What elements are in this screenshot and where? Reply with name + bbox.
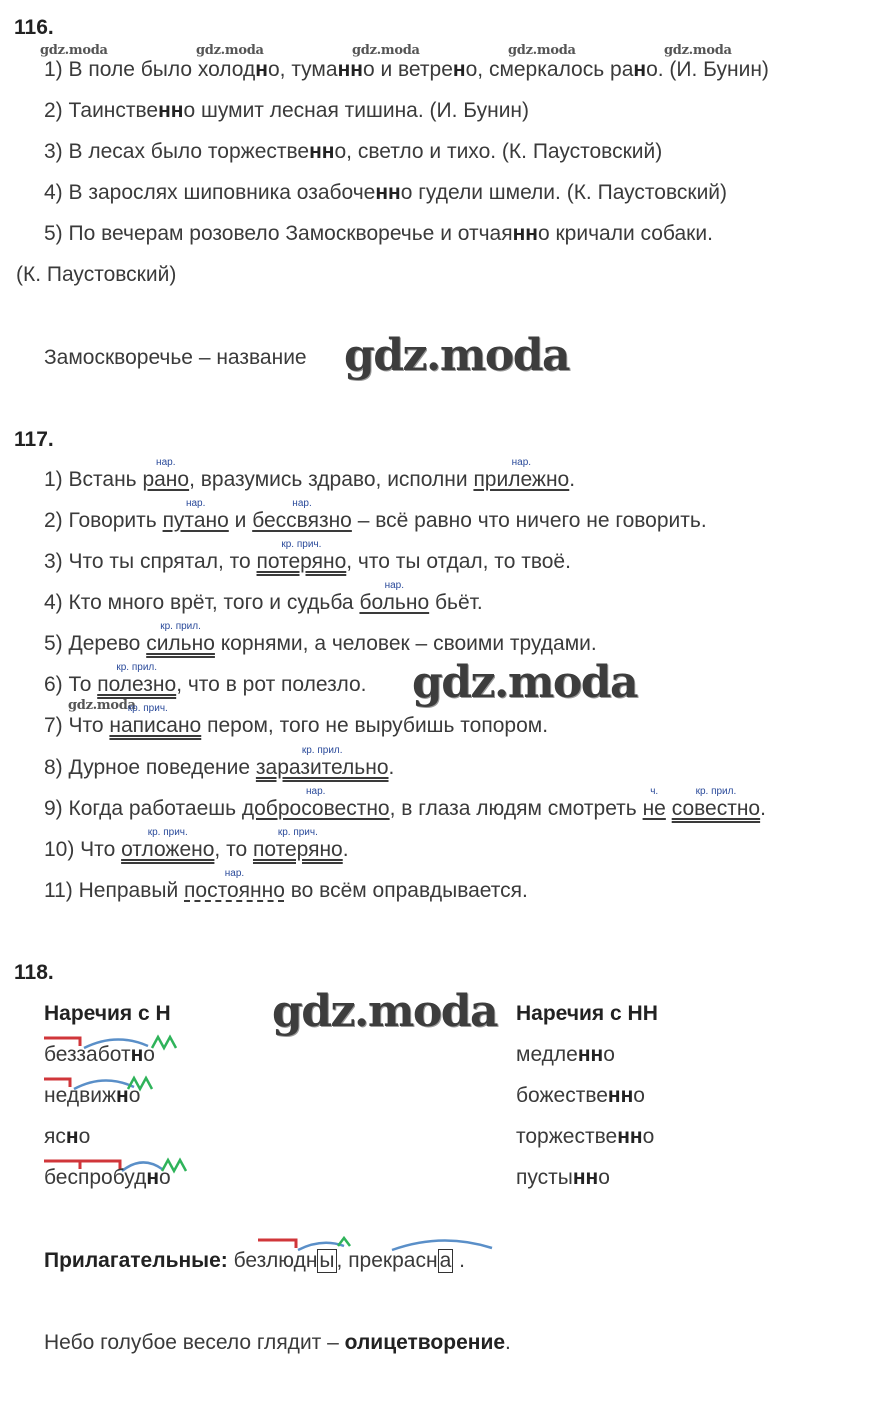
adverb-n-item: недвижно <box>44 1084 141 1107</box>
watermark-large: gdz.moda <box>344 330 570 381</box>
annotation-tag: кр. прил. <box>160 621 201 632</box>
ex116-sentence-4: 4) В зарослях шиповника озабоченно гудели шмели. (К. Паустовский) <box>44 181 728 204</box>
adverb-n-item: беспробудно <box>44 1166 171 1189</box>
annotation-tag: кр. прил. <box>301 745 343 756</box>
annotation-tag: кр. прил. <box>116 662 158 673</box>
column-heading-n: Наречия с Н <box>44 1002 171 1025</box>
watermark-small: gdz.moda <box>664 43 732 58</box>
watermark-large: gdz.moda <box>412 657 638 708</box>
annotation-tag: нар. <box>511 457 532 468</box>
ex117-sentence-2: 2) Говорить нар. путано и нар. бессвязно – всё равно что ничего не говорить. <box>44 509 707 533</box>
ex117-sentence-6: 6) То кр. прил. полезно, что в рот полезло. <box>44 673 367 697</box>
watermark-small: gdz.moda <box>196 43 264 58</box>
adverb-nn-item: торжественно <box>516 1125 655 1148</box>
ex117-sentence-8: 8) Дурное поведение кр. прил. заразительно. <box>44 756 394 780</box>
adverb-nn-item: пустынно <box>516 1166 610 1189</box>
annotation-tag: кр. прич. <box>147 827 188 838</box>
ending-box: ы <box>319 1249 335 1272</box>
annotation-tag: кр. прич. <box>127 703 168 714</box>
watermark-large: gdz.moda <box>272 986 498 1037</box>
ex117-sentence-3: 3) Что ты спрятал, то кр. прич. потеряно, что ты отдал, то твоё. <box>44 550 571 574</box>
annotation-tag: кр. прил. <box>695 786 737 797</box>
watermark-small: gdz.moda <box>40 43 108 58</box>
adverb-n-item: беззаботно <box>44 1043 155 1066</box>
ending-box: а <box>439 1249 452 1272</box>
exercise-116-number: 116. <box>14 16 54 39</box>
ex117-sentence-10: 10) Что кр. прич. отложено, то кр. прич. потеряно. <box>44 838 349 862</box>
ex117-sentence-4: 4) Кто много врёт, того и судьба нар. больно бьёт. <box>44 591 483 615</box>
adverb-nn-item: медленно <box>516 1043 615 1066</box>
ex117-sentence-9: 9) Когда работаешь нар. добросовестно, в глаза людям смотреть ч. не кр. прил. совестно. <box>44 797 766 821</box>
annotation-tag: нар. <box>185 498 206 509</box>
annotation-tag: нар. <box>224 868 245 879</box>
ex116-sentence-1: 1) В поле было холодно, туманно и ветрено, смеркалось рано. (И. Бунин) <box>44 58 769 81</box>
annotation-tag: кр. прич. <box>277 827 318 838</box>
column-heading-nn: Наречия с НН <box>516 1002 658 1025</box>
annotation-tag: нар. <box>292 498 312 509</box>
ex116-sentence-5-continuation: (К. Паустовский) <box>16 263 177 286</box>
ex116-sentence-3: 3) В лесах было торжественно, светло и тихо. (К. Паустовский) <box>44 140 663 163</box>
adjectives-line: Прилагательные: безлюдны, прекрасна . <box>44 1249 465 1272</box>
ex117-sentence-7: 7) Что кр. прич. написано пером, того не вырубишь топором. <box>44 714 548 738</box>
annotation-tag: нар. <box>306 786 326 797</box>
final-sentence: Небо голубое весело глядит – олицетворение. <box>44 1331 511 1354</box>
adverb-nn-item: божественно <box>516 1084 645 1107</box>
annotation-tag: нар. <box>156 457 176 468</box>
exercise-117-number: 117. <box>14 428 54 451</box>
ex117-sentence-11: 11) Неправый нар. постоянно во всём оправдывается. <box>44 879 528 903</box>
annotation-tag: ч. <box>650 786 659 797</box>
ex117-sentence-1: 1) Встань нар. рано, вразумись здраво, исполни нар. прилежно. <box>44 468 575 492</box>
watermark-small: gdz.moda <box>508 43 576 58</box>
exercise-118-number: 118. <box>14 961 54 984</box>
watermark-small: gdz.moda <box>352 43 420 58</box>
ex116-sentence-2: 2) Таинственно шумит лесная тишина. (И. Бунин) <box>44 99 530 122</box>
ex116-sentence-5: 5) По вечерам розовело Замоскворечье и отчаянно кричали собаки. <box>44 222 713 245</box>
annotation-tag: нар. <box>384 580 405 591</box>
ex117-sentence-5: 5) Дерево кр. прил. сильно корнями, а человек – своими трудами. <box>44 632 597 656</box>
annotation-tag: кр. прич. <box>281 539 322 550</box>
ex116-note: Замоскворечье – название <box>44 346 307 369</box>
adverb-n-item: ясно <box>44 1125 91 1148</box>
watermark-small: gdz.moda <box>68 698 136 713</box>
